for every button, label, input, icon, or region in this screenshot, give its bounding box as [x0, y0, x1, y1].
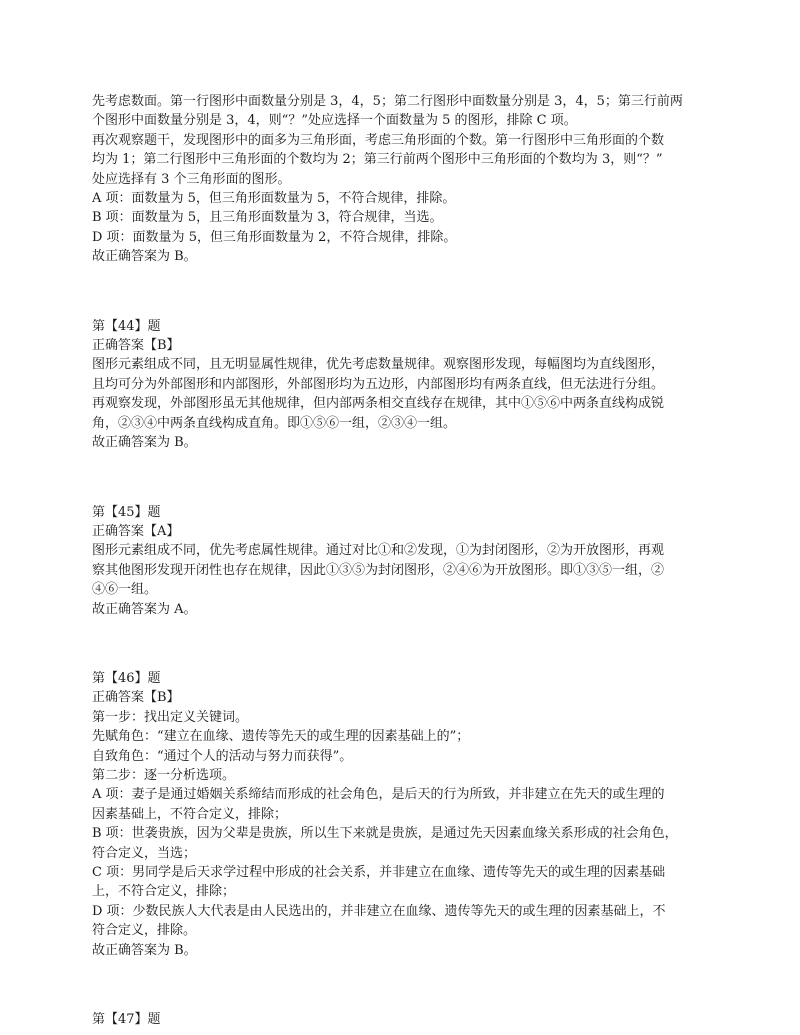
question-46	[92, 669, 712, 960]
step-heading: 第二步：逐一分析选项。	[92, 767, 236, 783]
question-title: 第【46】题	[92, 670, 161, 686]
option-analysis-b: B 项：世袭贵族，因为父辈是贵族，所以生下来就是贵族，是通过先天因素血缘关系形成的社会角色，	[92, 826, 678, 842]
question-47	[92, 1010, 712, 1029]
final-answer: 故正确答案为 A。	[92, 601, 197, 617]
option-analysis-c: 上，不符合定义，排除；	[92, 884, 236, 900]
correct-answer: 正确答案【A】	[92, 523, 180, 539]
correct-answer: 正确答案【B】	[92, 690, 180, 706]
final-answer: 故正确答案为 B。	[92, 249, 197, 265]
question-44	[92, 317, 712, 453]
paragraph-line: 均为 1；第二行图形中三角形面的个数均为 2；第三行前两个图形中三角形面的个数均为 3，则“？”	[92, 152, 663, 168]
paragraph-line: 察其他图形发现开闭性也存在规律，因此①③⑤为封闭图形，②④⑥为开放图形。即①③⑤一组，②	[92, 562, 665, 578]
final-answer: 故正确答案为 B。	[92, 435, 197, 451]
option-analysis-b: B 项：面数量为 5，且三角形面数量为 3，符合规律，当选。	[92, 210, 443, 226]
paragraph-line: 再观察发现，外部图形虽无其他规律，但内部两条相交直线存在规律，其中①⑤⑥中两条直线构成锐	[92, 396, 665, 412]
definition-line: 自致角色：“通过个人的活动与努力而获得”。	[92, 748, 353, 764]
paragraph-line: 处应选择有 3 个三角形面的图形。	[92, 171, 291, 187]
document-page	[92, 92, 712, 1029]
option-analysis-a: A 项：面数量为 5，但三角形面数量为 5，不符合规律，排除。	[92, 191, 456, 207]
question-43-explanation	[92, 92, 712, 267]
option-analysis-a: A 项：妻子是通过婚姻关系缔结而形成的社会角色，是后天的行为所致，并非建立在先天的或生理的	[92, 787, 665, 803]
paragraph-line: 图形元素组成不同，且无明显属性规律，优先考虑数量规律。观察图形发现，每幅图均为直线图形，	[92, 357, 665, 373]
question-title: 第【47】题	[92, 1012, 161, 1028]
paragraph-line: ④⑥一组。	[92, 582, 158, 598]
option-analysis-d: D 项：少数民族人大代表是由人民选出的，并非建立在血缘、遗传等先天的或生理的因素基础上，不	[92, 903, 666, 919]
paragraph-line: 再次观察题干，发现图形中的面多为三角形面，考虑三角形面的个数。第一行图形中三角形面的个数	[92, 132, 665, 148]
paragraph-line: 且均可分为外部图形和内部图形，外部图形均为五边形，内部图形均有两条直线，但无法进行分组。	[92, 376, 665, 392]
paragraph-line: 图形元素组成不同，优先考虑属性规律。通过对比①和②发现，①为封闭图形，②为开放图形，再观	[92, 543, 665, 559]
final-answer: 故正确答案为 B。	[92, 942, 197, 958]
paragraph-line: 先考虑数面。第一行图形中面数量分别是 3，4，5；第二行图形中面数量分别是 3，4，5；第三行前两	[92, 94, 683, 109]
question-title: 第【45】题	[92, 504, 161, 520]
paragraph-line: 个图形中面数量分别是 3，4，则“？”处应选择一个面数量为 5 的图形，排除 C 项。	[92, 113, 577, 129]
option-analysis-c: C 项：男同学是后天求学过程中形成的社会关系，并非建立在血缘、遗传等先天的或生理的因素基础	[92, 865, 666, 880]
option-analysis-b: 符合定义，当选；	[92, 845, 197, 861]
option-analysis-d: 符合定义，排除。	[92, 923, 197, 939]
paragraph-line: 角，②③④中两条直线构成直角。即①⑤⑥一组，②③④一组。	[92, 415, 457, 431]
correct-answer: 正确答案【B】	[92, 338, 180, 354]
option-analysis-a: 因素基础上，不符合定义，排除；	[92, 806, 288, 822]
definition-line: 先赋角色：“建立在血缘、遗传等先天的或生理的因素基础上的”；	[92, 729, 470, 745]
step-heading: 第一步：找出定义关键词。	[92, 709, 249, 725]
question-45	[92, 503, 712, 619]
option-analysis-d: D 项：面数量为 5，但三角形面数量为 2，不符合规律，排除。	[92, 229, 457, 245]
question-title: 第【44】题	[92, 318, 161, 334]
